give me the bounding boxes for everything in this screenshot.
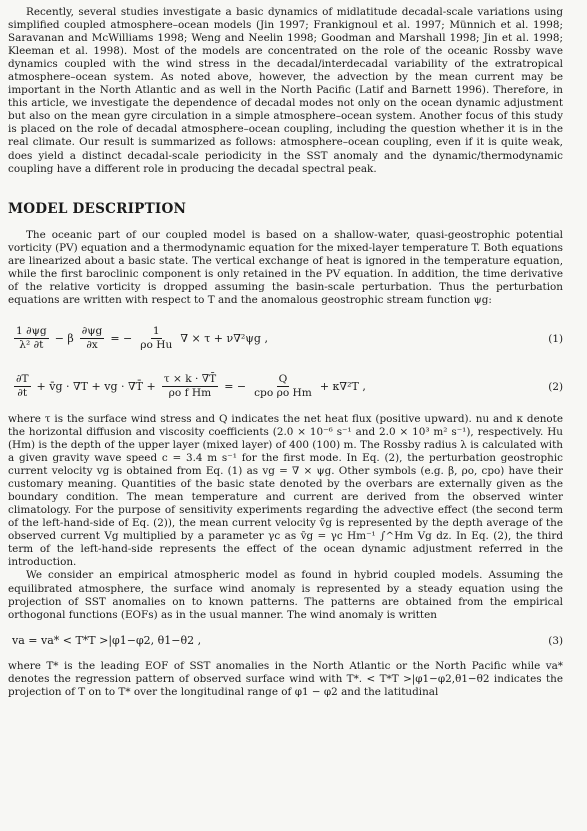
- eq2-equals: = −: [224, 380, 247, 394]
- eq1-frac-3: [138, 325, 174, 352]
- section-heading: MODEL DESCRIPTION: [8, 200, 187, 217]
- eq1-rhs-tail: ∇ × τ + ν∇²ψg ,: [180, 332, 268, 346]
- eq2-frac-1-den: ∂t: [17, 387, 28, 400]
- final-paragraph: where T* is the leading EOF of SST anomalies in the North Atlantic or the North Pacific while va* denotes the regression pattern of observed surface wind with T*. < T*T >|φ1−φ2,θ1−θ2 indicates the projection of T on to T* over the longitudinal range of φ1 − φ2 and the latitudinal: [8, 659, 563, 698]
- eq1-frac-2-den: ∂x: [86, 339, 98, 352]
- eq2-mid: + v̄g · ∇T + vg · ∇T̄ +: [36, 380, 156, 394]
- eq2-frac-1: [14, 373, 31, 400]
- eq2-number: (2): [548, 380, 563, 393]
- equation-1: [8, 317, 563, 361]
- eq1-frac-1: [14, 325, 49, 352]
- model-paragraph: The oceanic part of our coupled model is based on a shallow-water, quasi-geostrophic potential vorticity (PV) equation and a thermodynamic equation for the mixed-layer temperature T. Both equations are linearized about a basic state. The vertical exchange of heat is ignored in the temperature equation, while the first baroclinic component is only retained in the PV equation. In addition, the time derivative of the relative vorticity is dropped assuming the basin-scale perturbation. Thus the perturbation equations are written with respect to T and the anomalous geostrophic stream function ψg:: [8, 228, 563, 306]
- eq1-frac-3-den: ρo Hu: [140, 339, 173, 352]
- eq1-frac-1-num: 1 ∂ψg: [16, 325, 47, 338]
- eq2-frac-2-den: ρo f Hm: [168, 387, 212, 400]
- eq2-frac-3-num: Q: [278, 373, 288, 386]
- equation-3: [8, 622, 563, 660]
- eq2-frac-2: [162, 373, 218, 400]
- eq2-tail: + κ∇²T ,: [319, 380, 366, 394]
- intro-paragraph: Recently, several studies investigate a basic dynamics of midlatitude decadal-scale variations using simplified coupled atmosphere–ocean models (Jin 1997; Frankignoul et al. 1997; Münnich et al. 1998; Saravanan and McWilliams 1998; Weng and Neelin 1998; Goodman and Marshall 1998; Jin et al. 1998; Kleeman et al. 1998). Most of the models are concentrated on the role of the oceanic Rossby wave dynamics coupled with the wind stress in the decadal/interdecadal variability of the extratropical atmosphere–ocean system. As noted above, however, the advection by the mean current may be important in the North Atlantic and as well in the North Pacific (Latif and Barnett 1996). Therefore, in this article, we investigate the dependence of decadal modes not only on the ocean dynamic adjustment but also on the mean gyre circulation in a simple atmosphere–ocean system. Another focus of this study is placed on the role of decadal atmosphere–ocean coupling, including the question whether it is in the real climate. Our result is summarized as follows: atmosphere–ocean coupling, even if it is quite weak, does yield a distinct decadal-scale periodicity in the SST anomaly and the dynamic/thermodynamic coupling have a different role in producing the decadal spectral peak.: [8, 6, 563, 175]
- eq1-minus-beta: − β: [54, 332, 74, 346]
- eq3-number: (3): [548, 634, 563, 647]
- eq2-frac-3-den: cpo ρo Hm: [254, 387, 312, 400]
- eq2-frac-2-num: τ × k · ∇T̄: [163, 373, 217, 386]
- eq2-frac-1-num: ∂T: [16, 373, 29, 386]
- eq2-frac-3: [252, 373, 314, 400]
- eq1-number: (1): [548, 332, 563, 345]
- eq1-equals: = −: [110, 332, 133, 346]
- eq1-frac-1-den: λ² ∂t: [19, 339, 44, 352]
- eq1-frac-2: [80, 325, 105, 352]
- symbols-paragraph: where τ is the surface wind stress and Q indicates the net heat flux (positive upward). nu and κ denote the horizontal diffusion and viscosity coefficients (2.0 × 10⁻⁶ s⁻¹ and 2.0 × 10³ m² s⁻¹), respectively. Hu (Hm) is the depth of the upper layer (mixed layer) of 400 (100) m. The Rossby radius λ is calculated with a given gravity wave speed c = 3.4 m s⁻¹ for the first mode. In Eq. (2), the perturbation geostrophic current velocity vg is obtained from Eq. (1) as vg = ∇ × ψg. Other symbols (e.g. β, ρo, cpo) have their customary meaning. Quantities of the basic state denoted by the overbars are externally given as the boundary condition. The mean temperature and current are derived from the observed winter climatology. For the purpose of sensitivity experiments regarding the advective effect (the second term of the left-hand-side of Eq. (2)), the mean current velocity v̄g is represented by the depth average of the observed current Vg multiplied by a parameter γc as v̄g = γc Hm⁻¹ ∫^Hm Vg dz. In Eq. (2), the third term of the left-hand-side represents the effect of the ocean dynamic adjustment referred in the introduction.: [8, 412, 563, 569]
- eq1-frac-2-num: ∂ψg: [81, 325, 103, 338]
- eq1-frac-3-num: 1: [152, 325, 160, 338]
- atmos-paragraph: We consider an empirical atmospheric model as found in hybrid coupled models. Assuming the equilibrated atmosphere, the surface wind anomaly is represented by a steady equation using the projection of SST anomalies on to known patterns. The patterns are obtained from the empirical orthogonal functions (EOFs) as in the usual manner. The wind anomaly is written: [8, 569, 563, 621]
- equation-2: [8, 365, 563, 409]
- eq3-body: va = va* < T*T >|φ1−φ2, θ1−θ2 ,: [12, 634, 202, 648]
